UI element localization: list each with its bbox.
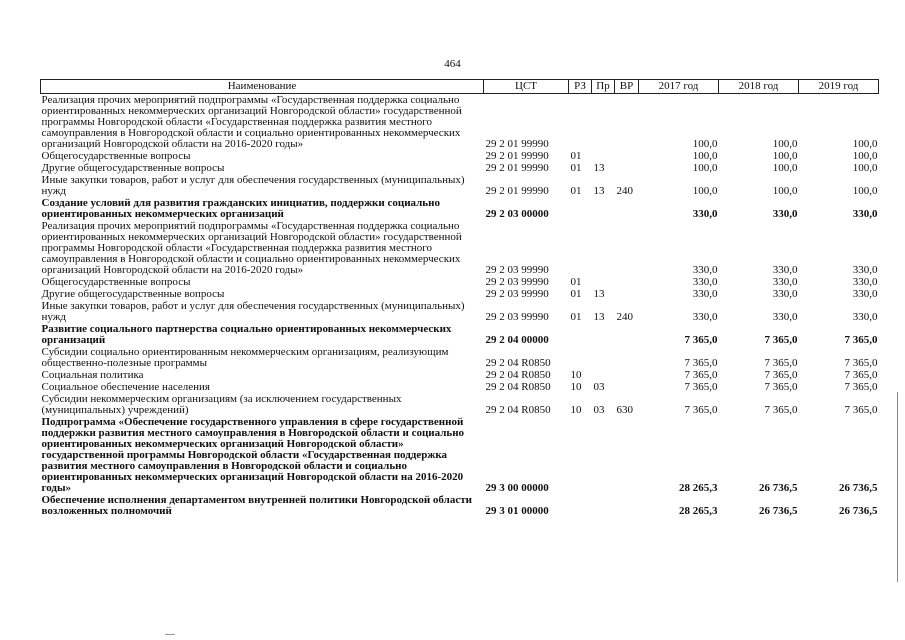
cell-2017: 7 365,0 (684, 381, 718, 393)
cell-cst: 29 2 04 00000 (485, 334, 549, 346)
cell-rz: 01 (570, 276, 582, 288)
cell-pr (592, 416, 615, 494)
cell-vr (615, 288, 639, 300)
cell-2017: 28 265,3 (679, 482, 718, 494)
cell-name: Общегосударственные вопросы (41, 276, 191, 288)
cell-pr: 13 (593, 288, 605, 300)
cell-vr (615, 323, 639, 346)
table-row (41, 416, 879, 494)
cell-vr (615, 276, 639, 288)
cell-vr (615, 381, 639, 393)
cell-2017: 28 265,3 (679, 505, 718, 517)
cell-name: Развитие социального партнерства социально ориентированных некоммерческих организаций (41, 323, 452, 346)
cell-name: Иные закупки товаров, работ и услуг для обеспечения государственных (муниципальных) нужд (41, 300, 465, 323)
cell-name: Другие общегосударственные вопросы (41, 162, 225, 174)
table-row (41, 393, 879, 416)
cell-name: Социальная политика (41, 369, 144, 381)
header-2017: 2017 год (639, 80, 719, 94)
cell-2018: 7 365,0 (764, 334, 798, 346)
cell-cst: 29 2 04 R0850 (485, 357, 551, 369)
cell-name: Иные закупки товаров, работ и услуг для обеспечения государственных (муниципальных) нужд (41, 174, 465, 197)
cell-pr: 03 (593, 381, 605, 393)
cell-rz: 10 (570, 404, 582, 416)
cell-vr (615, 220, 639, 276)
table-row (41, 220, 879, 276)
margin-rule (897, 392, 898, 582)
cell-2018: 100,0 (772, 150, 798, 162)
cell-cst: 29 2 03 99990 (485, 276, 549, 288)
cell-2018: 100,0 (772, 185, 798, 197)
cell-vr (615, 94, 639, 151)
cell-rz (569, 220, 592, 276)
cell-vr (615, 197, 639, 220)
cell-2017: 7 365,0 (684, 334, 718, 346)
cell-cst: 29 3 01 00000 (485, 505, 549, 517)
cell-rz (569, 346, 592, 369)
cell-2018: 7 365,0 (764, 357, 798, 369)
cell-cst: 29 2 03 99990 (485, 288, 549, 300)
cell-pr: 13 (593, 185, 605, 197)
cell-cst: 29 2 03 00000 (485, 208, 549, 220)
cell-pr: 13 (593, 311, 605, 323)
cell-pr (592, 494, 615, 517)
cell-name: Подпрограмма «Обеспечение государственного управления в сфере государственной поддержки развития местного самоуправления в Новгородской области и социально ориентированных некоммерческих организаций Новгородской области» государственной программы Новгородской области «Государственная поддержка развития местного самоуправления в Новгородской области и социально ориентированных некоммерческих организаций Новгородской области на 2016-2020 годы» (41, 416, 465, 494)
cell-vr (615, 150, 639, 162)
cell-2019: 330,0 (852, 311, 878, 323)
cell-2017: 330,0 (692, 288, 718, 300)
table-row (41, 300, 879, 323)
cell-2018: 330,0 (772, 311, 798, 323)
cell-rz (569, 94, 592, 151)
budget-table (40, 79, 879, 517)
cell-2018: 330,0 (772, 288, 798, 300)
cell-vr (615, 416, 639, 494)
table-row (41, 346, 879, 369)
cell-2018: 330,0 (772, 276, 798, 288)
cell-name: Реализация прочих мероприятий подпрограммы «Государственная поддержка социально ориентированных некоммерческих организаций Новгородской области» государственной программы Новгородской области «Государственная поддержка развития местного самоуправления в Новгородской области и социально ориентированных некоммерческих организаций Новгородской области на 2016-2020 годы» (41, 94, 462, 150)
cell-2018: 7 365,0 (764, 369, 798, 381)
cell-vr (615, 494, 639, 517)
cell-vr (615, 346, 639, 369)
cell-pr (592, 276, 615, 288)
cell-2019: 100,0 (852, 150, 878, 162)
cell-2017: 7 365,0 (684, 357, 718, 369)
cell-name: Социальное обеспечение населения (41, 381, 210, 393)
cell-2019: 7 365,0 (844, 381, 878, 393)
table-header (41, 80, 879, 94)
cell-cst: 29 2 03 99990 (485, 264, 549, 276)
cell-pr (592, 369, 615, 381)
cell-2017: 100,0 (692, 162, 718, 174)
cell-rz (569, 416, 592, 494)
cell-2019: 100,0 (852, 185, 878, 197)
cell-cst: 29 2 01 99990 (485, 185, 549, 197)
table-row (41, 276, 879, 288)
cell-pr: 03 (593, 404, 605, 416)
cell-rz (569, 494, 592, 517)
cell-name: Создание условий для развития гражданских инициатив, поддержки социально ориентированных некоммерческих организаций (41, 197, 440, 220)
cell-2018: 7 365,0 (764, 404, 798, 416)
table-body (41, 94, 879, 518)
cell-pr (592, 346, 615, 369)
table-row (41, 323, 879, 346)
cell-2019: 7 365,0 (844, 404, 878, 416)
cell-2018: 330,0 (772, 264, 798, 276)
cell-rz: 10 (570, 381, 582, 393)
cell-rz: 10 (570, 369, 582, 381)
cell-cst: 29 2 04 R0850 (485, 381, 551, 393)
cell-2018: 330,0 (772, 208, 798, 220)
cell-cst: 29 3 00 00000 (485, 482, 549, 494)
cell-name: Обеспечение исполнения департаментом внутренней политики Новгородской области возложенных полномочий (41, 494, 472, 517)
cell-2019: 330,0 (852, 264, 878, 276)
cell-rz: 01 (570, 288, 582, 300)
cell-2017: 7 365,0 (684, 369, 718, 381)
cell-2019: 26 736,5 (839, 505, 878, 517)
table-row (41, 494, 879, 517)
cell-pr (592, 150, 615, 162)
table-row (41, 94, 879, 151)
table-row (41, 288, 879, 300)
cell-vr: 630 (616, 404, 633, 416)
cell-2019: 330,0 (852, 276, 878, 288)
scan-mark (165, 634, 175, 635)
cell-name: Реализация прочих мероприятий подпрограммы «Государственная поддержка социально ориентированных некоммерческих организаций Новгородской области» государственной программы Новгородской области «Государственная поддержка развития местного самоуправления в Новгородской области и социально ориентированных некоммерческих организаций Новгородской области на 2016-2020 годы» (41, 220, 462, 276)
cell-2018: 100,0 (772, 138, 798, 150)
table-row (41, 369, 879, 381)
cell-2018: 7 365,0 (764, 381, 798, 393)
cell-cst: 29 2 01 99990 (485, 162, 549, 174)
header-vr: ВР (615, 80, 639, 94)
cell-rz: 01 (570, 185, 582, 197)
cell-2017: 330,0 (692, 264, 718, 276)
table-row (41, 150, 879, 162)
cell-2017: 100,0 (692, 185, 718, 197)
cell-pr (592, 220, 615, 276)
cell-2017: 100,0 (692, 150, 718, 162)
cell-2018: 26 736,5 (759, 505, 798, 517)
header-2018: 2018 год (719, 80, 799, 94)
table-row (41, 174, 879, 197)
header-cst: ЦСТ (484, 80, 569, 94)
table-row (41, 162, 879, 174)
cell-2018: 26 736,5 (759, 482, 798, 494)
cell-2019: 7 365,0 (844, 334, 878, 346)
cell-2018: 100,0 (772, 162, 798, 174)
cell-rz (569, 197, 592, 220)
cell-cst: 29 2 04 R0850 (485, 404, 551, 416)
cell-pr (592, 197, 615, 220)
header-rz: РЗ (569, 80, 592, 94)
cell-cst: 29 2 04 R0850 (485, 369, 551, 381)
cell-2019: 7 365,0 (844, 369, 878, 381)
cell-2017: 330,0 (692, 311, 718, 323)
table-row (41, 381, 879, 393)
cell-cst: 29 2 03 99990 (485, 311, 549, 323)
cell-vr (615, 162, 639, 174)
cell-rz: 01 (570, 162, 582, 174)
cell-2017: 100,0 (692, 138, 718, 150)
cell-2017: 7 365,0 (684, 404, 718, 416)
header-2019: 2019 год (799, 80, 879, 94)
page-number: 464 (444, 58, 461, 70)
cell-2017: 330,0 (692, 208, 718, 220)
table-row (41, 197, 879, 220)
cell-2019: 7 365,0 (844, 357, 878, 369)
cell-name: Субсидии социально ориентированным некоммерческим организациям, реализующим общественно-полезные программы (41, 346, 449, 369)
cell-2017: 330,0 (692, 276, 718, 288)
cell-cst: 29 2 01 99990 (485, 138, 549, 150)
cell-rz: 01 (570, 150, 582, 162)
cell-name: Общегосударственные вопросы (41, 150, 191, 162)
cell-2019: 100,0 (852, 138, 878, 150)
cell-pr (592, 323, 615, 346)
cell-pr (592, 94, 615, 151)
cell-2019: 26 736,5 (839, 482, 878, 494)
cell-2019: 330,0 (852, 288, 878, 300)
cell-name: Другие общегосударственные вопросы (41, 288, 225, 300)
cell-vr: 240 (616, 185, 633, 197)
cell-vr: 240 (616, 311, 633, 323)
cell-cst: 29 2 01 99990 (485, 150, 549, 162)
cell-pr: 13 (593, 162, 605, 174)
header-name: Наименование (41, 80, 484, 94)
cell-2019: 330,0 (852, 208, 878, 220)
header-pr: Пр (592, 80, 615, 94)
cell-rz (569, 323, 592, 346)
cell-vr (615, 369, 639, 381)
cell-2019: 100,0 (852, 162, 878, 174)
cell-rz: 01 (570, 311, 582, 323)
cell-name: Субсидии некоммерческим организациям (за исключением государственных (муниципальных) учреждений) (41, 393, 402, 416)
